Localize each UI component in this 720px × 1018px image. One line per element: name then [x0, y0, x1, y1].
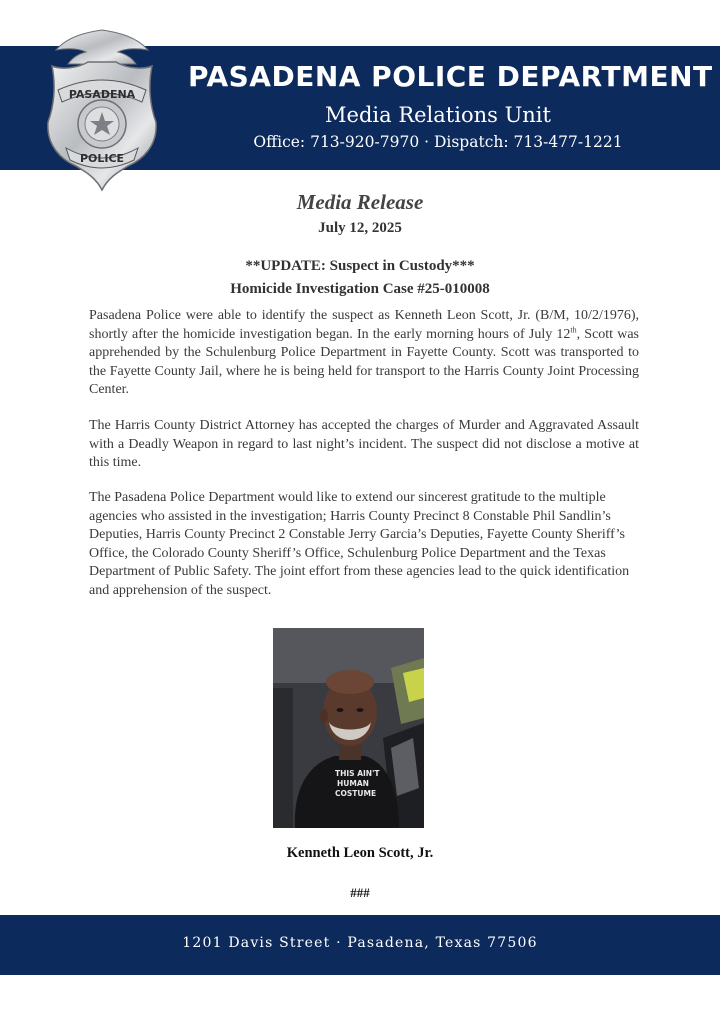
end-of-release-mark: ### — [350, 885, 370, 900]
shirt-text-2: HUMAN — [337, 779, 369, 788]
paragraph-gratitude: The Pasadena Police Department would like to extend our sincerest gratitude to the multiple agencies who assisted in the investigation; Harris County Precinct 8 Constable Phil Sandlin’s Deputies, Harris County Precinct 2 Constable Jerry Garcia’s Deputies, Fayette County Sheriff’s Office, the Colorado County Sheriff’s Office, Schulenburg Police Department and the Texas Department of Public Safety. The joint effort from these agencies lead to the quick identification and apprehension of the suspect. — [89, 490, 630, 598]
release-title: Media Release — [296, 190, 424, 214]
police-badge-logo — [38, 26, 166, 194]
department-title: PASADENA POLICE DEPARTMENT — [188, 60, 713, 93]
shirt-text-1: THIS AIN'T — [335, 769, 380, 778]
photo-caption: Kenneth Leon Scott, Jr. — [286, 845, 434, 861]
paragraph-charges: The Harris County District Attorney has accepted the charges of Murder and Aggravated Assault with a Deadly Weapon in regard to last night’s incident. The suspect did not disclose a motive at this time. — [89, 418, 639, 470]
suspect-photo — [273, 628, 424, 828]
footer-address: 1201 Davis Street · Pasadena, Texas 77506 — [182, 935, 538, 951]
case-heading: Homicide Investigation Case #25-010008 — [230, 281, 490, 297]
paragraph-1-text-a: Pasadena Police were able to identify the suspect as Kenneth Leon Scott, Jr. (B/M, 10/2/1976), shortly after the homicide investigation began. In the early morning hours of July 12 — [89, 308, 639, 342]
paragraph-suspect-identified — [89, 307, 639, 400]
badge-top-text: PASADENA — [68, 88, 136, 101]
badge-bottom-text: POLICE — [79, 152, 125, 165]
paragraph-1-superscript: th — [570, 324, 577, 334]
release-date: July 12, 2025 — [318, 220, 402, 236]
paragraph-1-text-b: , Scott was apprehended by the Schulenburg Police Department in Fayette County. Scott was transported to the Fayette County Jail, where he is being held for transport to the Harris County Joint Processing Center. — [89, 326, 639, 397]
contact-numbers: Office: 713-920-7970 · Dispatch: 713-477-1221 — [253, 133, 623, 151]
shirt-text-3: COSTUME — [335, 789, 377, 798]
update-heading: **UPDATE: Suspect in Custody*** — [245, 258, 475, 274]
unit-name: Media Relations Unit — [325, 103, 551, 127]
